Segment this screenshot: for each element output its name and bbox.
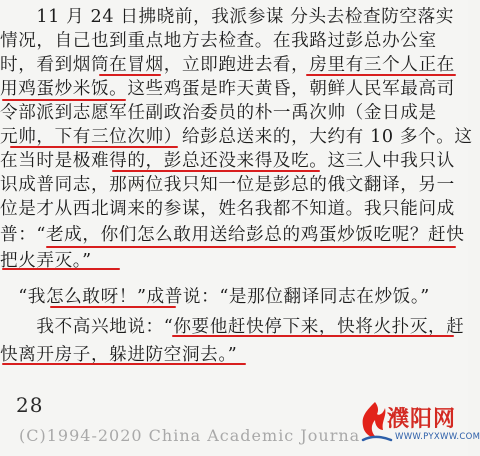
underline-leave-house: [2, 363, 246, 365]
text-line-8: 识成普同志，那两位我只知一位是彭总的俄文翻译，另一: [0, 175, 455, 195]
text-line-5: 令部派到志愿军任副政治委员的朴一禹次帅（金日成是: [0, 103, 437, 123]
underline-put-out: [2, 268, 120, 270]
underline-three-people: [306, 74, 456, 76]
text-line-2: 情况，自己也到重点地方去检查。在我路过彭总办公室: [0, 31, 437, 51]
text-line-1: 11 月 24 日拂晓前，我派参谋 分头去检查防空落实: [0, 7, 455, 27]
text-line-6: 元帅，下有三位次帅）给彭总送来的，大约有 10 多个。这: [0, 127, 473, 147]
underline-question: [46, 246, 456, 248]
underline-marshal: [10, 146, 178, 148]
page-number: 28: [16, 393, 44, 417]
underline-how-dare: [50, 306, 176, 308]
underline-not-eaten: [112, 170, 320, 172]
text-line-11: 把火弄灭。”: [0, 251, 92, 271]
text-line-7: 在当时是极难得的，彭总还没来得及吃。这三人中我只认: [0, 151, 455, 171]
watermark-url: WWW.PYXWW.COM: [395, 432, 480, 442]
underline-fried-rice: [2, 99, 126, 101]
text-line-13: 我不高兴地说：“你要他赶快停下来，快将火扑灭，赶: [0, 317, 465, 337]
text-line-12: “我怎么敢呀！”成普说：“是那位翻译同志在炒饭。”: [0, 287, 430, 307]
underline-stop: [172, 335, 454, 337]
text-line-3: 时，看到烟筒在冒烟，立即跑进去看，房里有三个人正在: [0, 55, 455, 75]
text-line-4: 用鸡蛋炒米饭。这些鸡蛋是昨天黄昏，朝鲜人民军最高司: [0, 79, 455, 99]
text-line-9: 位是才从西北调来的参谋，姓名我都不知道。我只能问成: [0, 199, 455, 219]
text-line-14: 快离开房子，躲进防空洞去。”: [0, 345, 238, 365]
watermark-logo: [357, 400, 480, 450]
copyright-footer: (C)1994-2020 China Academic Journa: [19, 426, 361, 445]
watermark-name: 濮阳网: [387, 407, 457, 432]
text-line-10: 普：“老成，你们怎么敢用送给彭总的鸡蛋炒饭吃呢？赶快: [0, 225, 465, 245]
underline-smoke: [99, 74, 161, 76]
